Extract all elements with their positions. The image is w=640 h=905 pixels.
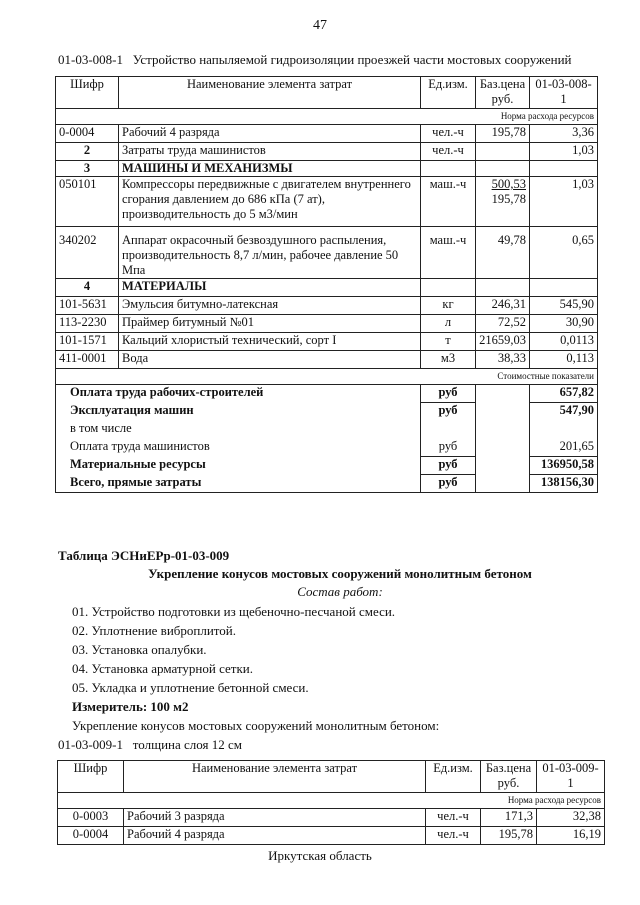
- work-step: 03. Установка опалубки.: [72, 642, 207, 657]
- subheader: Норма расхода ресурсов: [476, 109, 598, 125]
- row-price: 246,31: [476, 297, 530, 315]
- composition-label: Состав работ:: [297, 584, 383, 599]
- work-step: 05. Укладка и уплотнение бетонной смеси.: [72, 680, 309, 695]
- row-qty: 32,38: [537, 809, 605, 827]
- row-name: Аппарат окрасочный безвоздушного распыления, производительность 8,7 л/мин, рабочее давление 50 Мпа: [119, 227, 421, 279]
- subheader: Норма расхода ресурсов: [481, 793, 605, 809]
- row-code: 101-5631: [56, 297, 119, 315]
- col-header-norm: 01-03-009-1: [537, 761, 605, 793]
- section-title: Устройство напыляемой гидроизоляции проезжей части мостовых сооружений: [132, 52, 572, 67]
- row-name: Вода: [119, 351, 421, 369]
- footer-region: Иркутская область: [268, 848, 372, 863]
- row-name: МАТЕРИАЛЫ: [119, 279, 421, 297]
- row-qty: 3,36: [530, 125, 598, 143]
- row-code: 101-1571: [56, 333, 119, 351]
- col-header-unit: Ед.изм.: [421, 77, 476, 109]
- table-subtitle: Укрепление конусов мостовых сооружений монолитным бетоном: [148, 566, 532, 581]
- row-qty: 0,0113: [530, 333, 598, 351]
- col-header-norm: 01-03-008-1: [530, 77, 598, 109]
- row-unit: м3: [421, 351, 476, 369]
- work-step: 01. Устройство подготовки из щебеночно-песчаной смеси.: [72, 604, 396, 619]
- row-price: 171,3: [481, 809, 537, 827]
- row-unit: чел.-ч: [426, 827, 481, 845]
- row-unit: чел.-ч: [421, 125, 476, 143]
- row-code: 0-0004: [58, 827, 124, 845]
- cost-value: 547,90: [530, 403, 598, 421]
- cost-label: Всего, прямые затраты: [56, 475, 421, 493]
- cost-value: 138156,30: [530, 475, 598, 493]
- section-heading-1: [58, 52, 572, 68]
- row-qty: 0,65: [530, 227, 598, 279]
- row-unit: маш.-ч: [421, 227, 476, 279]
- cost-unit: руб: [421, 385, 476, 403]
- row-price: [476, 143, 530, 161]
- section-description: Укрепление конусов мостовых сооружений монолитным бетоном:: [72, 718, 440, 733]
- cost-value: 136950,58: [530, 457, 598, 475]
- col-header-name: Наименование элемента затрат: [119, 77, 421, 109]
- col-header-name: Наименование элемента затрат: [124, 761, 426, 793]
- row-name: Праймер битумный №01: [119, 315, 421, 333]
- row-code: 3: [56, 161, 119, 177]
- row-unit: л: [421, 315, 476, 333]
- resource-table-2: [57, 760, 605, 845]
- row-name: Затраты труда машинистов: [119, 143, 421, 161]
- section-code: 01-03-008-1: [58, 52, 123, 67]
- cost-unit: руб: [421, 475, 476, 493]
- row-name: Кальций хлористый технический, сорт I: [119, 333, 421, 351]
- cost-unit: руб: [421, 457, 476, 475]
- cost-label: в том числе: [56, 421, 421, 439]
- cost-unit: руб: [421, 403, 476, 421]
- row-price: 195,78: [481, 827, 537, 845]
- row-price: 195,78: [476, 125, 530, 143]
- row-qty: 16,19: [537, 827, 605, 845]
- work-step: 02. Уплотнение виброплитой.: [72, 623, 237, 638]
- row-unit: маш.-ч: [421, 177, 476, 227]
- col-header-code: Шифр: [58, 761, 124, 793]
- row-code: 411-0001: [56, 351, 119, 369]
- cost-label: Оплата труда машинистов: [56, 439, 421, 457]
- row-name: Рабочий 4 разряда: [119, 125, 421, 143]
- col-header-price: Баз.цена руб.: [481, 761, 537, 793]
- row-qty: 0,113: [530, 351, 598, 369]
- row-code: 0-0003: [58, 809, 124, 827]
- row-code: 0-0004: [56, 125, 119, 143]
- work-step: 04. Установка арматурной сетки.: [72, 661, 253, 676]
- cost-unit: руб: [421, 439, 476, 457]
- row-unit: чел.-ч: [421, 143, 476, 161]
- variant-code: 01-03-009-1: [58, 737, 123, 752]
- variant-text: толщина слоя 12 см: [132, 737, 243, 752]
- row-qty: 1,03: [530, 177, 598, 227]
- row-unit: т: [421, 333, 476, 351]
- row-price: 72,52: [476, 315, 530, 333]
- row-unit: кг: [421, 297, 476, 315]
- col-header-price: Баз.цена руб.: [476, 77, 530, 109]
- page-number: 47: [313, 18, 327, 33]
- row-price: 49,78: [476, 227, 530, 279]
- row-qty: 545,90: [530, 297, 598, 315]
- row-code: 4: [56, 279, 119, 297]
- cost-header: Стоимостные показатели: [476, 369, 598, 385]
- row-price: 38,33: [476, 351, 530, 369]
- cost-value: 201,65: [530, 439, 598, 457]
- row-price: 500,53 195,78: [476, 177, 530, 227]
- row-name: Рабочий 3 разряда: [124, 809, 426, 827]
- row-name: МАШИНЫ И МЕХАНИЗМЫ: [119, 161, 421, 177]
- row-name: Компрессоры передвижные с двигателем внутреннего сгорания давлением до 686 кПа (7 ат), производительность до 5 м3/мин: [119, 177, 421, 227]
- row-qty: 30,90: [530, 315, 598, 333]
- col-header-unit: Ед.изм.: [426, 761, 481, 793]
- cost-value: 657,82: [530, 385, 598, 403]
- cost-label: Материальные ресурсы: [56, 457, 421, 475]
- row-code: 2: [56, 143, 119, 161]
- variant-line: [58, 737, 242, 753]
- cost-label: Оплата труда рабочих-строителей: [56, 385, 421, 403]
- cost-label: Эксплуатация машин: [56, 403, 421, 421]
- measure-unit: Измеритель: 100 м2: [72, 699, 189, 714]
- row-code: 113-2230: [56, 315, 119, 333]
- row-name: Эмульсия битумно-латексная: [119, 297, 421, 315]
- row-qty: 1,03: [530, 143, 598, 161]
- table-title: Таблица ЭСНиЕРр-01-03-009: [58, 548, 230, 563]
- row-unit: чел.-ч: [426, 809, 481, 827]
- col-header-code: Шифр: [56, 77, 119, 109]
- row-code: 340202: [56, 227, 119, 279]
- row-name: Рабочий 4 разряда: [124, 827, 426, 845]
- row-code: 050101: [56, 177, 119, 227]
- resource-table-1: [55, 76, 598, 493]
- row-price: 21659,03: [476, 333, 530, 351]
